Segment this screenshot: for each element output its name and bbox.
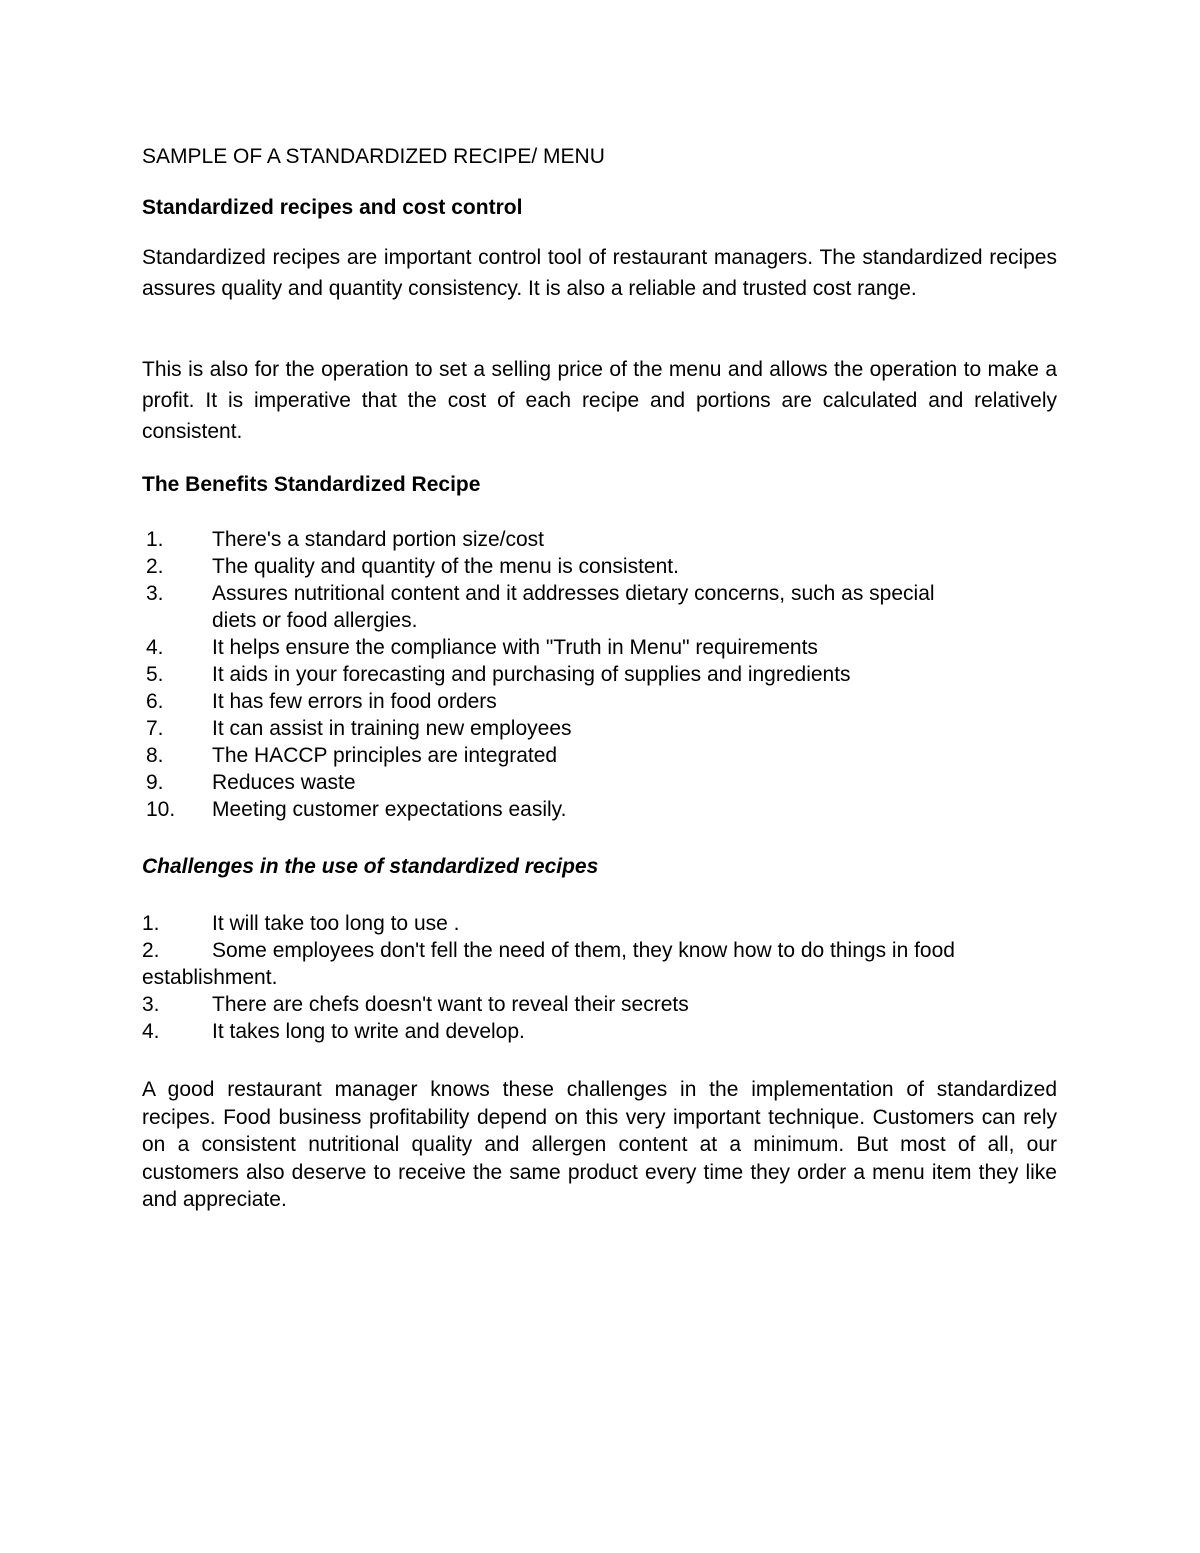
list-item [142,1018,1057,1045]
list-item-number: 1. [146,528,164,551]
list-item-number: 7. [146,717,164,740]
list-item [142,688,1057,715]
list-item [142,526,1057,553]
list-item-text: The HACCP principles are integrated [212,744,558,767]
list-item-number: 4. [146,636,164,659]
list-item-number: 4. [142,1020,160,1043]
list-item-number: 3. [146,582,164,605]
list-item-text: It aids in your forecasting and purchasing of supplies and ingredients [212,663,851,686]
paragraph-selling-price: This is also for the operation to set a selling price of the menu and allows the operation to make a profit. It is imperative that the cost of each recipe and portions are calculated and relatively consistent. [142,358,1057,443]
list-item [142,715,1057,742]
document-title: SAMPLE OF A STANDARDIZED RECIPE/ MENU [142,145,605,168]
benefits-list [142,526,1057,823]
section-heading-benefits: The Benefits Standardized Recipe [142,473,481,496]
list-item [142,910,1057,937]
list-item-text: There are chefs doesn't want to reveal their secrets [212,993,689,1016]
list-item [142,634,1057,661]
list-item-number: 9. [146,771,164,794]
list-item-text: It has few errors in food orders [212,690,497,713]
list-item [142,769,1057,796]
list-item [142,796,1057,823]
list-item-text: Reduces waste [212,771,356,794]
list-item [142,580,1057,634]
list-item-text: It can assist in training new employees [212,717,572,740]
list-item-text: The quality and quantity of the menu is consistent. [212,555,679,578]
list-item-number: 2. [142,939,160,962]
paragraph-closing: A good restaurant manager knows these challenges in the implementation of standardized recipes. Food business profitability depend on this very important technique. Customers can rely on a consistent nutritional quality and allergen content at a minimum. But most of all, our customers also deserve to receive the same product every time they order a menu item they like and appreciate. [142,1078,1057,1211]
section-heading-cost-control: Standardized recipes and cost control [142,196,523,219]
list-item-number: 10. [146,798,176,821]
list-item-number: 1. [142,912,160,935]
list-item [142,661,1057,688]
list-item-text: Some employees don't fell the need of them, they know how to do things in food establishment. [142,939,955,989]
list-item [142,937,1057,991]
list-item-text: Meeting customer expectations easily. [212,798,567,821]
list-item-number: 5. [146,663,164,686]
list-item-text: It takes long to write and develop. [212,1020,525,1043]
list-item-number: 3. [142,993,160,1016]
paragraph-intro: Standardized recipes are important control tool of restaurant managers. The standardized recipes assures quality and quantity consistency. It is also a reliable and trusted cost range. [142,246,1057,300]
list-item-number: 6. [146,690,164,713]
list-item-number: 8. [146,744,164,767]
list-item-text: It helps ensure the compliance with "Truth in Menu" requirements [212,636,818,659]
list-item-text: Assures nutritional content and it addresses dietary concerns, such as special diets or food allergies. [212,582,935,632]
list-item [142,991,1057,1018]
section-heading-challenges: Challenges in the use of standardized recipes [142,855,599,878]
list-item-number: 2. [146,555,164,578]
challenges-list [142,910,1057,1045]
list-item-text: There's a standard portion size/cost [212,528,545,551]
list-item [142,553,1057,580]
list-item [142,742,1057,769]
list-item-text: It will take too long to use . [212,912,460,935]
